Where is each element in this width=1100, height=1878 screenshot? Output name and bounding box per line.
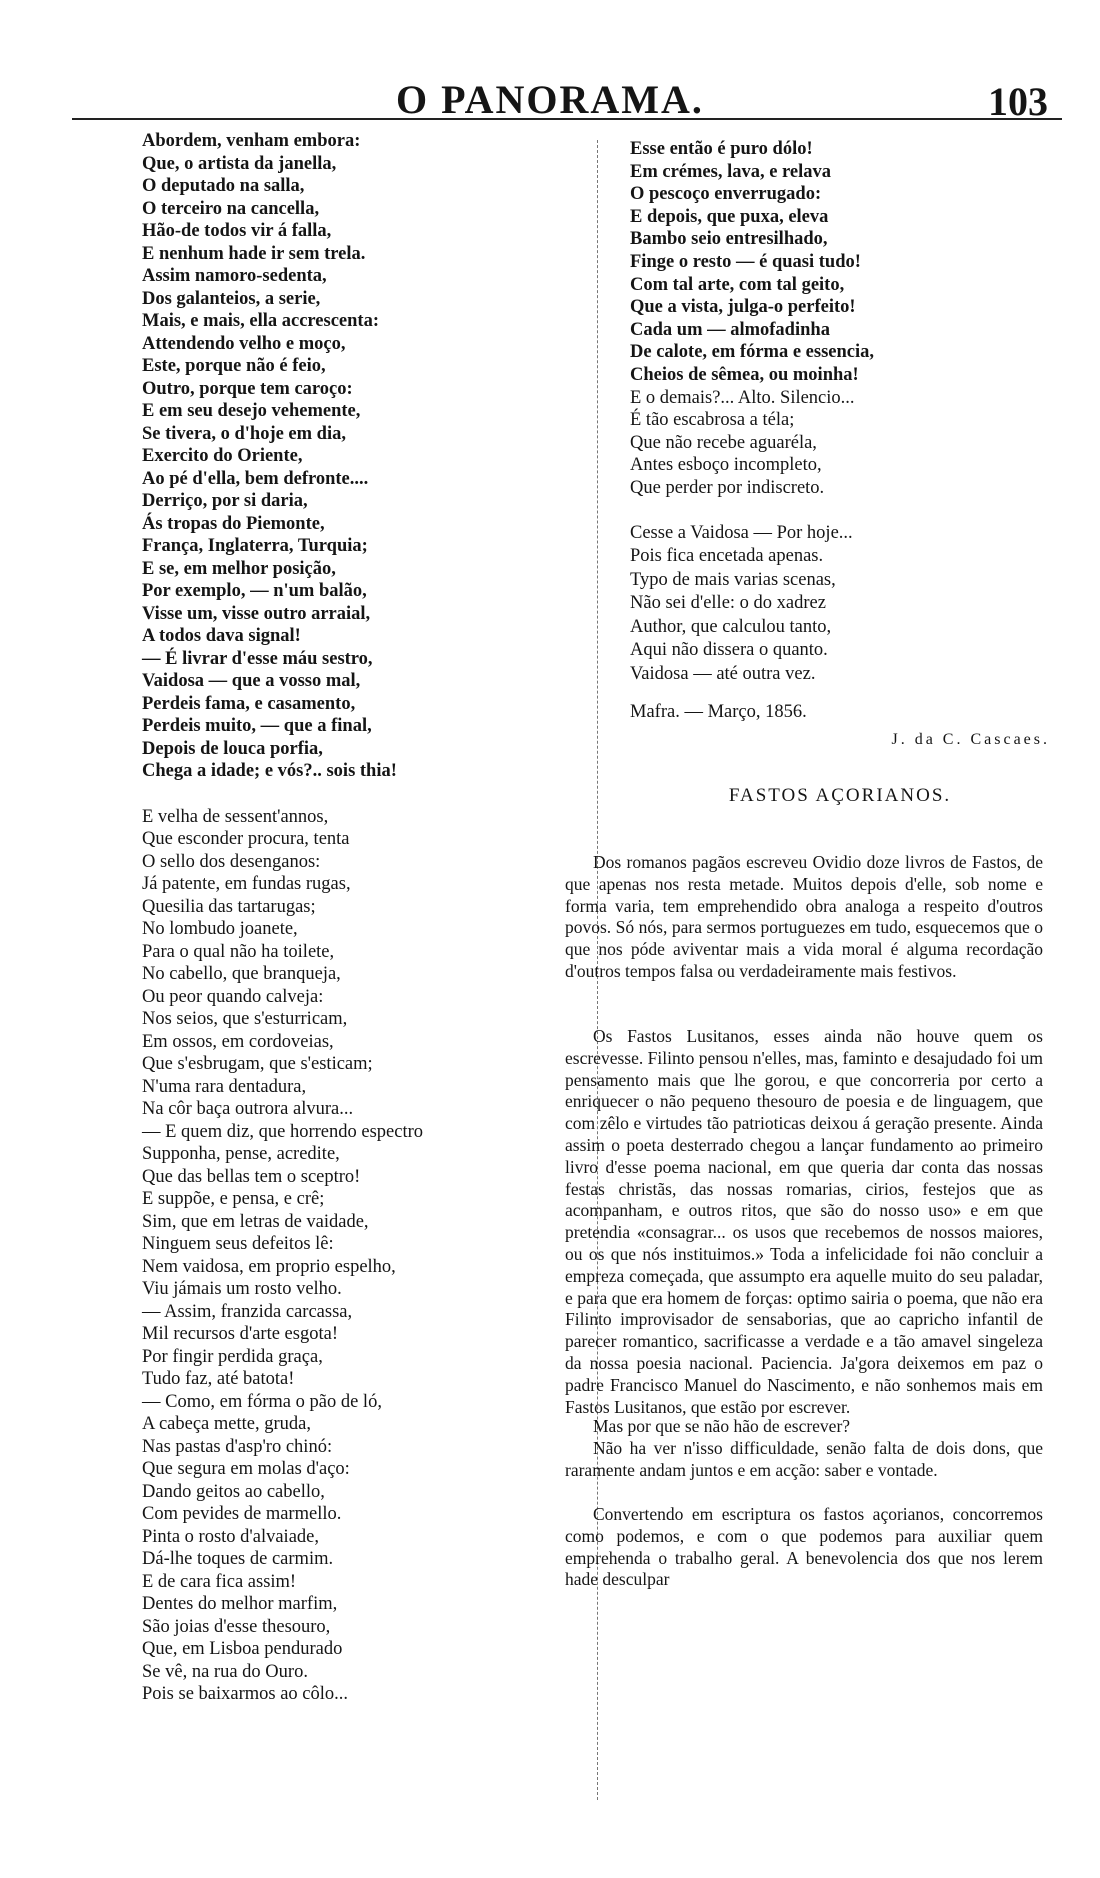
dateline xyxy=(630,702,1050,723)
verse-line: Com tal arte, com tal geito, xyxy=(630,274,845,295)
verse-line: No cabello, que branqueja, xyxy=(142,964,341,984)
paragraph: Dos romanos pagãos escreveu Ovidio doze livros de Fastos, de que apenas nos resta metade. Muitos depois d'elle, sob nome e forma varia, tem emprehendido obra analoga a respeito d'outros povos. Só nós, para sermos portuguezes em tudo, esquecemos que o que nos póde aviventar mais a vida moral é alguma recordação d'outros tempos falsa ou verdadeiramente mais festivos. xyxy=(565,852,1043,981)
verse-line: Vaidosa — que a vosso mal, xyxy=(142,671,361,691)
verse-line: Chega a idade; e vós?.. sois thia! xyxy=(142,761,397,781)
verse-line: Ao pé d'ella, bem defronte.... xyxy=(142,468,369,489)
verse-line: Depois de louca porfia, xyxy=(142,738,323,759)
verse-line: — É livrar d'esse máu sestro, xyxy=(142,648,373,669)
verse-line: E se, em melhor posição, xyxy=(142,558,336,579)
verse-line: N'uma rara dentadura, xyxy=(142,1076,307,1097)
verse-line: Com pevides de marmello. xyxy=(142,1504,342,1524)
verse-line: Que a vista, julga-o perfeito! xyxy=(630,297,856,318)
article-body xyxy=(565,852,1043,1591)
verse-line: Que das bellas tem o sceptro! xyxy=(142,1166,361,1187)
verse-line: Attendendo velho e moço, xyxy=(142,333,346,354)
verse-line: De calote, em fórma e essencia, xyxy=(630,342,874,363)
verse-line: Hão-de todos vir á falla, xyxy=(142,221,332,241)
verse-line: Cada um — almofadinha xyxy=(630,319,830,340)
verse-line: Perdeis muito, — que a final, xyxy=(142,716,372,736)
verse-line: Ás tropas do Piemonte, xyxy=(142,513,325,534)
verse-line: E suppõe, e pensa, e crê; xyxy=(142,1189,325,1209)
verse-line: — Como, em fórma o pão de ló, xyxy=(142,1391,382,1412)
verse-line: Aqui não dissera o quanto. xyxy=(630,640,828,660)
poem-stanza-2 xyxy=(142,806,572,1706)
poem-stanza-1 xyxy=(142,130,572,783)
verse-line: Bambo seio entresilhado, xyxy=(630,229,828,250)
verse-line: Pois se baixarmos ao côlo... xyxy=(142,1684,349,1704)
verse-line: É tão escabrosa a téla; xyxy=(630,410,795,431)
verse-line: Nos seios, que s'esturricam, xyxy=(142,1009,348,1029)
verse-line: Visse um, visse outro arraial, xyxy=(142,603,371,624)
verse-line: E velha de sessent'annos, xyxy=(142,806,329,827)
verse-line: Que não recebe aguaréla, xyxy=(630,432,817,453)
verse-line: Este, porque não é feio, xyxy=(142,356,326,376)
verse-line: Pinta o rosto d'alvaiade, xyxy=(142,1526,319,1547)
left-column xyxy=(142,130,572,1706)
verse-line: Nas pastas d'asp'ro chinó: xyxy=(142,1436,333,1457)
verse-line: Não sei d'elle: o do xadrez xyxy=(630,593,826,613)
section-heading: FASTOS AÇORIANOS. xyxy=(728,785,952,806)
right-column xyxy=(630,138,1050,807)
verse-line: Supponha, pense, acredite, xyxy=(142,1144,340,1164)
verse-line: O sello dos desenganos: xyxy=(142,851,321,872)
header-rule xyxy=(72,118,1062,120)
verse-line: Na côr baça outrora alvura... xyxy=(142,1099,354,1119)
verse-line: Que, em Lisboa pendurado xyxy=(142,1639,343,1659)
verse-line: Perdeis fama, e casamento, xyxy=(142,693,356,714)
verse-line: Outro, porque tem caroço: xyxy=(142,378,353,399)
verse-line: E nenhum hade ir sem trela. xyxy=(142,243,366,264)
verse-line: Antes esboço incompleto, xyxy=(630,455,822,476)
verse-line: Derriço, por si daria, xyxy=(142,491,308,511)
verse-line: São joias d'esse thesouro, xyxy=(142,1616,331,1637)
verse-line: Pois fica encetada apenas. xyxy=(630,546,824,566)
verse-line: E de cara fica assim! xyxy=(142,1571,297,1592)
verse-line: Vaidosa — até outra vez. xyxy=(630,663,816,684)
verse-line: Exercito do Oriente, xyxy=(142,446,303,466)
verse-line: Ninguem seus defeitos lê: xyxy=(142,1234,334,1254)
verse-line: Que perder por indiscreto. xyxy=(630,477,825,498)
verse-line: Dentes do melhor marfim, xyxy=(142,1594,338,1614)
verse-line: — E quem diz, que horrendo espectro xyxy=(142,1121,424,1142)
verse-line: Que segura em molas d'aço: xyxy=(142,1459,350,1479)
verse-line: No lombudo joanete, xyxy=(142,919,298,939)
verse-line: Sim, que em letras de vaidade, xyxy=(142,1211,369,1232)
verse-line: Viu jámais um rosto velho. xyxy=(142,1279,342,1299)
verse-line: Em ossos, em cordoveias, xyxy=(142,1031,334,1052)
verse-line: E o demais?... Alto. Silencio... xyxy=(630,387,855,408)
verse-line: Se vê, na rua do Ouro. xyxy=(142,1661,308,1682)
verse-line: Nem vaidosa, em proprio espelho, xyxy=(142,1256,396,1277)
author-signature: J. da C. Cascaes. xyxy=(891,731,1050,748)
verse-line: Esse então é puro dólo! xyxy=(630,139,813,159)
verse-line: Cheios de sêmea, ou moinha! xyxy=(630,364,859,385)
verse-line: Mil recursos d'arte esgota! xyxy=(142,1324,338,1344)
verse-line: O terceiro na cancella, xyxy=(142,198,320,219)
verse-line: — Assim, franzida carcassa, xyxy=(142,1301,353,1322)
verse-line: Que s'esbrugam, que s'esticam; xyxy=(142,1054,373,1074)
verse-line: Assim namoro-sedenta, xyxy=(142,266,327,286)
verse-line: Já patente, em fundas rugas, xyxy=(142,874,351,894)
verse-line: Dá-lhe toques de carmim. xyxy=(142,1549,334,1569)
verse-line: Cesse a Vaidosa — Por hoje... xyxy=(630,522,853,543)
poem-stanza-3 xyxy=(630,138,1050,500)
verse-line: O deputado na salla, xyxy=(142,176,305,196)
verse-line: Por fingir perdida graça, xyxy=(142,1346,323,1367)
paragraph: Mas por que se não hão de escrever? xyxy=(593,1416,851,1436)
verse-line: Abordem, venham embora: xyxy=(142,131,361,151)
verse-line: Quesilia das tartarugas; xyxy=(142,896,316,917)
verse-line: Se tivera, o d'hoje em dia, xyxy=(142,423,346,444)
verse-line: Author, que calculou tanto, xyxy=(630,616,832,637)
verse-line: Por exemplo, — n'um balão, xyxy=(142,581,367,601)
poem-stanza-4 xyxy=(630,522,1050,687)
dateline-text: Mafra. — Março, 1856. xyxy=(630,702,807,722)
verse-line: Finge o resto — é quasi tudo! xyxy=(630,251,861,272)
verse-line: Ou peor quando calveja: xyxy=(142,986,324,1007)
verse-line: O pescoço enverrugado: xyxy=(630,184,822,205)
verse-line: A cabeça mette, gruda, xyxy=(142,1414,311,1434)
verse-line: Mais, e mais, ella accrescenta: xyxy=(142,311,379,331)
verse-line: E em seu desejo vehemente, xyxy=(142,401,361,421)
verse-line: Dando geitos ao cabello, xyxy=(142,1481,325,1502)
paragraph: Os Fastos Lusitanos, esses ainda não houve quem os escrevesse. Filinto pensou n'elles, mas, faminto e desajudado foi um pensamento mais que lhe gorou, e que concorreria por certo a enriquecer o não pequeno thesouro de poesia e de linguagem, que com zêlo e virtudes tão patrioticas deixou á geração presente. Ainda assim o poeta desterrado chegou a lançar fundamento ao primeiro livro d'esse poema nacional, em que queria dar conta das nossas festas christãs, das nossas romarias, cirios, festejos que as acompanham, e outros ritos, que são do nosso uso» e em que pretendia «consagrar... os usos que recebemos de nossos maiores, ou os que nós instituimos.» Toda a infelicidade foi não concluir a empreza começada, que assumpto era aquelle muito do seu paladar, e para que era homem de forças: optimo sairia o poema, que não era Filinto improvisador de sensaborias, que ao capricho infantil de parecer romantico, sacrificasse a verdade e a tão amavel singeleza da nossa poesia nacional. Paciencia. Ja'gora deixemos em paz o padre Francisco Manuel do Nascimento, e não sonhemos mais em Fastos Lusitanos, que estão por escrever. xyxy=(565,1026,1043,1417)
verse-line: Que esconder procura, tenta xyxy=(142,829,350,849)
page-number: 103 xyxy=(988,79,1048,124)
paragraph: Convertendo em escriptura os fastos açorianos, concorremos como podemos, e com o que podemos para auxiliar quem emprehenda o trabalho geral. A benevolencia dos que nos lerem hade desculpar xyxy=(565,1504,1043,1590)
verse-line: Typo de mais varias scenas, xyxy=(630,569,836,590)
verse-line: França, Inglaterra, Turquia; xyxy=(142,536,368,556)
verse-line: E depois, que puxa, eleva xyxy=(630,206,829,227)
verse-line: Para o qual não ha toilete, xyxy=(142,941,335,962)
page-title: O PANORAMA. xyxy=(396,77,704,122)
verse-line: Em crémes, lava, e relava xyxy=(630,161,832,182)
paragraph: Não ha ver n'isso difficuldade, senão falta de dois dons, que raramente andam juntos e em acção: saber e vontade. xyxy=(565,1438,1043,1480)
verse-line: Que, o artista da janella, xyxy=(142,153,337,174)
verse-line: Dos galanteios, a serie, xyxy=(142,288,321,309)
verse-line: Tudo faz, até batota! xyxy=(142,1369,295,1389)
verse-line: A todos dava signal! xyxy=(142,626,301,646)
